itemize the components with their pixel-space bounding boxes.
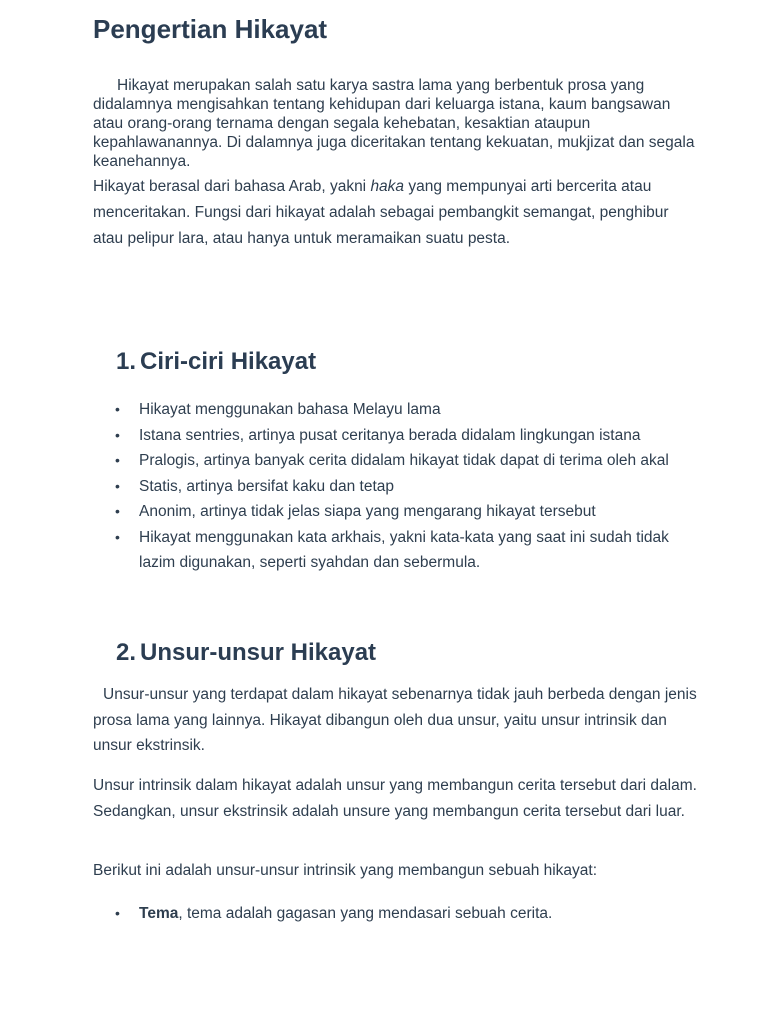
section-2-paragraph-3: Berikut ini adalah unsur-unsur intrinsik yang membangun sebuah hikayat: — [93, 862, 598, 879]
section-1-number: 1. — [116, 348, 137, 375]
section-2-paragraph-2: Unsur intrinsik dalam hikayat adalah unsur yang membangun cerita tersebut dari dalam. Sedangkan, unsur ekstrinsik adalah unsure yang membangun cerita tersebut dari luar. — [93, 777, 697, 820]
list-item-text: Hikayat menggunakan kata arkhais, yakni kata-kata yang saat ini sudah tidak lazim digunakan, seperti syahdan dan sebermula. — [139, 528, 669, 571]
list-item-text: Hikayat menggunakan bahasa Melayu lama — [139, 401, 441, 418]
section-1-heading — [116, 348, 316, 376]
list-item-text: Statis, artinya bersifat kaku dan tetap — [139, 477, 395, 495]
bullet-icon: • — [115, 452, 120, 468]
ciri-list — [93, 397, 703, 576]
list-item — [93, 474, 703, 500]
intro-p2-text-before: Hikayat berasal dari bahasa Arab, yakni — [93, 178, 371, 195]
intro-p2-italic-term: haka — [370, 178, 405, 195]
bullet-icon: • — [115, 401, 120, 417]
bullet-icon: • — [115, 905, 120, 921]
section-1-title: Ciri-ciri Hikayat — [140, 348, 317, 375]
page-title: Pengertian Hikayat — [93, 14, 328, 44]
list-item — [93, 423, 703, 449]
list-item — [93, 901, 703, 927]
bullet-icon: • — [115, 503, 120, 519]
section-2-paragraph-1: Unsur-unsur yang terdapat dalam hikayat sebenarnya tidak jauh berbeda dengan jenis prosa lama yang lainnya. Hikayat dibangun oleh dua unsur, yaitu unsur intrinsik dan unsur ekstrinsik. — [93, 686, 697, 754]
section-2-heading — [116, 639, 376, 667]
section-2-number: 2. — [116, 639, 137, 666]
bullet-icon: • — [115, 528, 120, 545]
list-item — [93, 499, 703, 525]
section-2-title: Unsur-unsur Hikayat — [140, 639, 377, 666]
intro-p2-text-after: yang mempunyai arti bercerita atau menceritakan. Fungsi dari hikayat adalah sebagai pembangkit semangat, penghibur atau pelipur lara, atau hanya untuk meramaikan suatu pesta. — [93, 178, 669, 247]
list-item-term: Tema — [139, 905, 179, 922]
list-item-text: Istana sentries, artinya pusat ceritanya berada didalam lingkungan istana — [139, 426, 641, 444]
list-item-text: Anonim, artinya tidak jelas siapa yang mengarang hikayat tersebut — [139, 503, 596, 520]
bullet-icon: • — [115, 426, 120, 443]
list-item — [93, 448, 703, 474]
intro-paragraph-1: Hikayat merupakan salah satu karya sastra lama yang berbentuk prosa yang didalamnya mengisahkan tentang kehidupan dari keluarga istana, kaum bangsawan atau orang-orang ternama dengan segala kehebatan, kesaktian ataupun kepahlawanannya. Di dalamnya juga diceritakan tentang kekuatan, mukjizat dan segala keanehannya. — [93, 77, 695, 170]
list-item — [93, 397, 703, 423]
unsur-list — [93, 901, 703, 927]
bullet-icon: • — [115, 477, 120, 494]
list-item-text: Pralogis, artinya banyak cerita didalam hikayat tidak dapat di terima oleh akal — [139, 452, 669, 469]
list-item-text: , tema adalah gagasan yang mendasari sebuah cerita. — [178, 905, 553, 922]
list-item — [93, 525, 703, 576]
intro-paragraph-2 — [93, 174, 698, 252]
